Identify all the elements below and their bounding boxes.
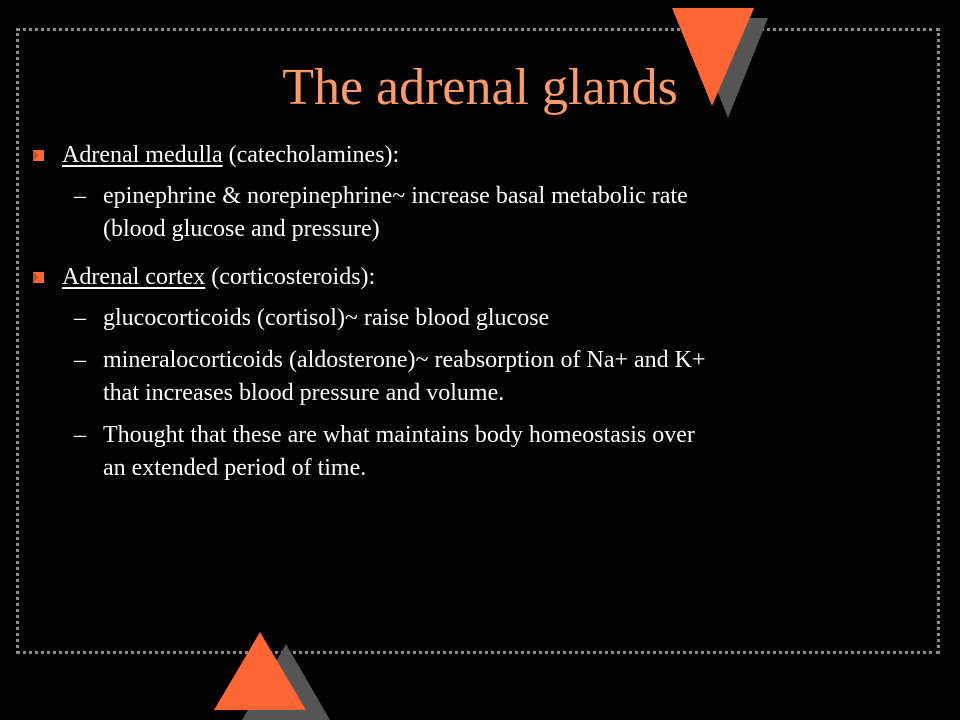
sub-text: an extended period of time.: [103, 455, 367, 481]
slide-title: The adrenal glands: [282, 59, 678, 116]
decorative-triangle-bottom: [214, 624, 344, 720]
bullet-term-link: Adrenal medulla: [62, 142, 223, 168]
sub-text: (blood glucose and pressure): [103, 216, 380, 242]
sub-text: mineralocorticoids (aldosterone)~ reabsorption of Na+ and K+: [103, 347, 706, 373]
sub-dash: –: [74, 305, 86, 331]
bullet-marker-icon: [32, 149, 45, 162]
sub-dash: –: [74, 347, 86, 373]
sub-text: epinephrine & norepinephrine~ increase basal metabolic rate: [103, 183, 688, 209]
sub-text: Thought that these are what maintains body homeostasis over: [103, 422, 695, 448]
slide-body: [58, 138, 918, 494]
sub-item-continuation: [58, 452, 918, 485]
bullet-item: [58, 138, 918, 172]
sub-text: that increases blood pressure and volume.: [103, 380, 505, 406]
sub-dash: –: [74, 183, 86, 209]
sub-item: [58, 180, 918, 213]
sub-item: [58, 344, 918, 377]
sub-item-continuation: [58, 213, 918, 246]
bullet-item: [58, 260, 918, 294]
bullet-text: (catecholamines):: [222, 142, 400, 168]
sub-item-continuation: [58, 377, 918, 410]
bullet-marker-icon: [32, 271, 45, 284]
sub-item: [58, 419, 918, 452]
sub-text: glucocorticoids (cortisol)~ raise blood glucose: [103, 305, 550, 331]
bullet-term-link: Adrenal cortex: [62, 264, 206, 290]
bullet-text: (corticosteroids):: [205, 264, 376, 290]
sub-item: [58, 302, 918, 335]
sub-dash: –: [74, 422, 86, 448]
